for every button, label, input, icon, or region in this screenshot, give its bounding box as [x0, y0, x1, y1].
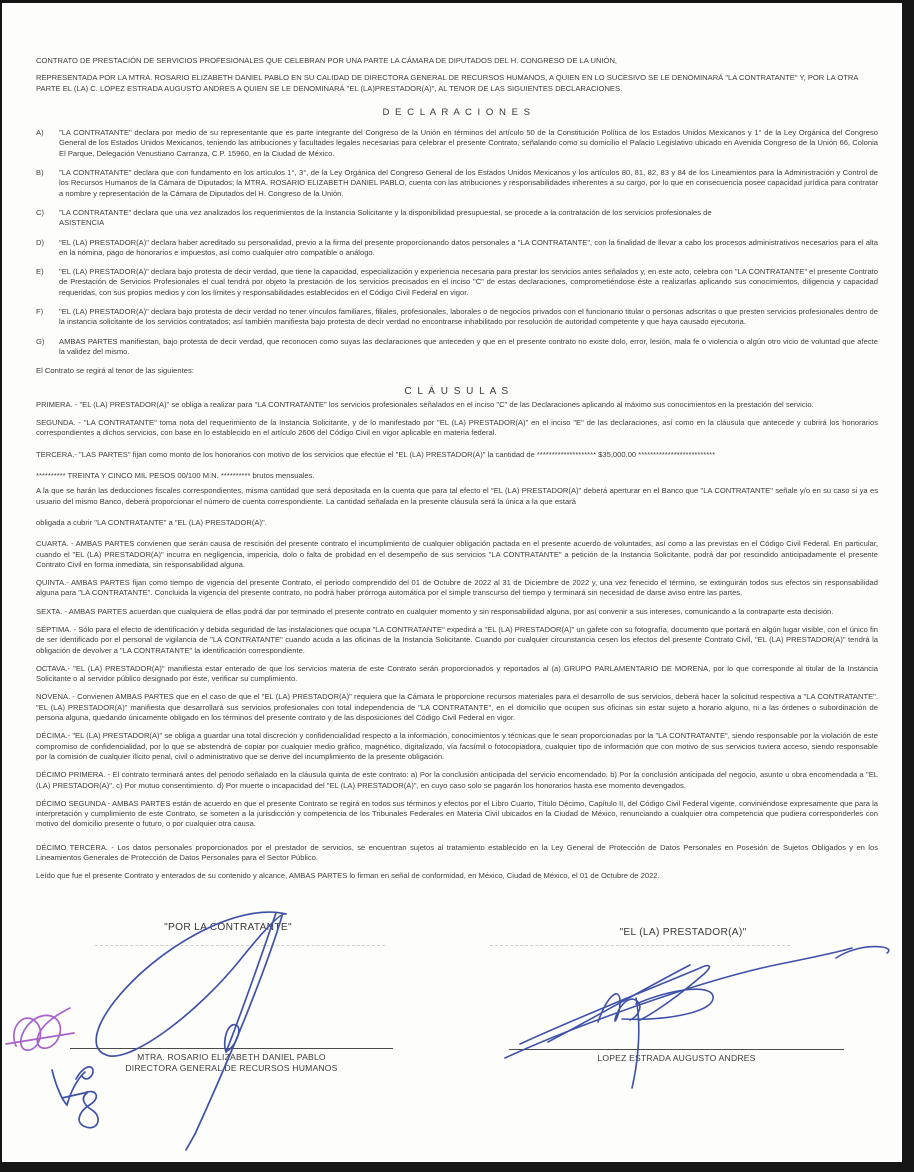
signature-line [70, 1048, 393, 1049]
declaration-text [59, 208, 878, 229]
signature-line [509, 1049, 844, 1050]
clause-quinta: QUINTA.- AMBAS PARTES fijan como tiempo de vigencia del presente Contrato, el periodo comprendido del 01 de Octubre de 2022 al 31 de Diciembre de 2022 y, una vez fenecido el término, se extinguirán todos sus efectos sin responsabilidad alguna para "LA CONTRATANTE". Concluida la vigencia del presente contrato, no podrá haber prórroga automática por el simple transcurso del tiempo y terminará sin necesidad de darse aviso entre las partes. [36, 578, 878, 598]
clause-tercera-deductions: A la que se harán las deducciones fiscales correspondientes, misma cantidad que será depositada en la cuenta que para tal efecto el "EL (LA) PRESTADOR(A)" deberá aperturar en el Banco que "LA CONTRATANTE" señale y/o en su caso si ya es usuario del mismo Banco, deberá proporcionar el número de cuenta correspondiente. La cantidad señalada en la presente cláusula será la única a la que estará [36, 486, 878, 506]
declaration-letter: D) [36, 237, 45, 247]
scan-edge-bottom [0, 1162, 914, 1172]
signatory-name: LOPEZ ESTRADA AUGUSTO ANDRES [597, 1053, 756, 1063]
clause-segunda: SEGUNDA. - "LA CONTRATANTE" toma nota del requerimiento de la Instancia Solicitante, y de lo manifestado por "EL (LA) PRESTADOR(A)" en el inciso "E" de las declaraciones, así como en la cláusula que antecede y cubrirá los honorarios correspondientes a dichos servicios, con base en lo establecido en el artículo 2606 del Código Civil en vigor aplicable en materia federal. [36, 418, 878, 438]
scan-edge-left [0, 0, 2, 1172]
clause-novena: NOVENA. - Convienen AMBAS PARTES que en el caso de que el "EL (LA) PRESTADOR(A)" requiera que la Cámara le proporcione recursos materiales para el desarrollo de sus servicios, deberá hacer la solicitud respectiva a "LA CONTRATANTE". "EL (LA) PRESTADOR(A)" manifiesta que desarrollará sus servicios profesionales con total independencia de "LA CONTRATANTE", en el domicilio que ocupen sus oficinas sin estar sujeto a horario alguno, ni a las órdenes o subordinación de persona alguna, quedando únicamente obligado en los términos del presente contrato y de las disposiciones del Código Civil Federal en vigor. [36, 692, 878, 723]
clausulas-intro: El Contrato se regirá al tenor de las siguientes: [36, 366, 194, 376]
declaration-text: "EL (LA) PRESTADOR(A)" declara bajo protesta de decir verdad, que tiene la capacidad, especialización y experiencia necesaria para prestar los servicios antes señalados y, en este acto, celebra con "LA CONTRATANTE" el presente Contrato de Prestación de Servicios Profesionales el cual tendrá por objeto la prestación de los servicios precisados en el inciso "C" de estas declaraciones, comprometiéndose éste a realizarlas aplicando sus conocimientos, diligencia y capacidad requeridas, con sus propios medios y con los límites y responsabilidades establecidos en el Código Civil Federal en vigor. [59, 267, 878, 297]
declaration-letter: F) [36, 307, 44, 317]
clause-decimo-primera: DÉCIMO PRIMERA. - El contrato terminará antes del periodo señalado en la cláusula quinta de este contrato: a) Por la conclusión anticipada del servicio encomendado. b) Por la conclusión anticipada del negocio, asunto u obra encomendada a "EL (LA) PRESTADOR(A)". c) Por mutuo consentimiento. d) Por muerte o incapacidad del "EL (LA) PRESTADOR(A)", en cuyo caso solo se pagarán los honorarios hasta ese momento devengados. [36, 770, 878, 790]
signature-ink-initials [6, 1008, 74, 1050]
declaration-text-line2: ASISTENCIA [59, 218, 105, 228]
scan-artifact-line [490, 945, 790, 946]
clause-cuarta: CUARTA. - AMBAS PARTES convienen que serán causa de rescisión del presente contrato el incumplimiento de cualquier obligación pactada en el presente acuerdo de voluntades, así como a las previstas en el Código Civil Federal. En particular, cuando el "EL (LA) PRESTADOR(A)" incurra en negligencia, impericia, dolo o falta de probidad en el desempeño de sus servicios "LA CONTRATANTE" a petición de la Instancia Solicitante, podrá dar por rescindido anticipadamente el presente Contrato Civil en forma inmediata, sin responsabilidad alguna. [36, 539, 878, 569]
declaration-text: "LA CONTRATANTE" declara que con fundamento en los artículos 1°, 3°, de la Ley Orgánica del Congreso General de los Estados Unidos Mexicanos y los artículos 80, 81, 82, 83 y 84 de los Lineamientos para la Administración y Control de los Recursos Humanos de la Cámara de Diputados; la MTRA. ROSARIO ELIZABETH DANIEL PABLO, cuenta con las atribuciones y responsabilidades inherentes a su cargo, por lo que en consecuencia posee capacidad jurídica para contratar a nombre y representación de la Cámara de Diputados del H. Congreso de la Unión. [59, 168, 878, 198]
clause-sexta: SEXTA. - AMBAS PARTES acuerdan que cualquiera de ellas podrá dar por terminado el presente contrato en cualquier momento y sin responsabilidad alguna, por así convenir a sus intereses, comunicando a la contraparte esta decisión. [36, 606, 834, 616]
declaration-item-b [36, 168, 878, 199]
declarations-heading: D E C L A R A C I O N E S [382, 106, 532, 118]
declaration-text-line1: "LA CONTRATANTE" declara que una vez analizados los requerimientos de la Instancia Solicitante y la disponibilidad presupuestal, se procede a la contratación de los servicios profesionales de [59, 207, 712, 217]
clause-decima: DÉCIMA.- "EL (LA) PRESTADOR(A)" se obliga a guardar una total discreción y confidencialidad respecto a la información, conocimientos y técnicas que le sean proporcionadas por la "LA CONTRATANTE", siendo responsable por la violación de este compromiso de confidencialidad, por lo que se abstendrá de copiar por cualquier medio gráfico, magnético, digitalizado, vía facsímil o fotocopiadora, cualquier tipo de información que con motivo de sus servicios tuviera acceso, siendo responsable por la comisión de cualquier ilícito penal, civil o administrativo que se derive del incumplimiento de la presente obligación. [36, 731, 878, 761]
clause-primera: PRIMERA. - "EL (LA) PRESTADOR(A)" se obliga a realizar para "LA CONTRATANTE" los servicios profesionales señalados en el inciso "C" de las Declaraciones aplicando al máximo sus conocimientos en la prestación del servicio. [36, 399, 814, 409]
declaration-item-g [36, 337, 878, 358]
signature-label-prestador: "EL (LA) PRESTADOR(A)" [619, 927, 747, 938]
clause-decimo-tercera: DÉCIMO TERCERA. - Los datos personales proporcionados por el prestador de servicios, se encuentran sujetos al tratamiento establecido en la Ley General de Protección de Datos Personales en Posesión de Sujetos Obligados y en los Lineamientos Generales de Protección de Datos Personales para el Sector Público. [36, 842, 878, 863]
signature-ink-right [505, 947, 889, 1088]
clause-tercera: TERCERA.- "LAS PARTES" fijan como monto de los honorarios con motivo de los servicios que efectúe el "EL (LA) PRESTADOR(A)" la cantidad de ******************** $35,000.00 ************************** [36, 449, 716, 459]
declaration-item-c [36, 208, 878, 229]
declaration-item-a [36, 128, 878, 159]
declaration-text: "LA CONTRATANTE" declara por medio de su representante que es parte integrante del Congreso de la Unión en términos del artículo 50 de la Constitución Política de los Estados Unidos Mexicanos y 1° de la Ley Orgánica del Congreso General de los Estados Unidos Mexicanos, teniendo las atribuciones y facultades legales necesarias para celebrar el presente Contrato, señalando como su domicilio el Palacio Legislativo ubicado en Avenida Congreso de la Unión 66, Colonia El Parque, Delegación Venustiano Carranza, C.P. 15960, en la Ciudad de México. [59, 128, 878, 158]
scan-edge-right [902, 0, 914, 1172]
declaration-letter: A) [36, 128, 44, 138]
signatory-name: MTRA. ROSARIO ELIZABETH DANIEL PABLO [137, 1052, 326, 1062]
signatory-title: DIRECTORA GENERAL DE RECURSOS HUMANOS [125, 1063, 338, 1073]
signature-label-contratante: "POR LA CONTRATANTE" [164, 922, 292, 933]
declaration-letter: G) [36, 336, 45, 346]
scan-artifact-line [95, 945, 385, 946]
declaration-text: AMBAS PARTES manifiestan, bajo protesta de decir verdad, que reconocen como suyas las declaraciones que anteceden y que en el presente contrato no existe dolo, error, lesión, mala fe o violencia o algún otro vicio de voluntad que afecte la validez del mismo. [59, 336, 878, 356]
clausulas-heading: C L Á U S U L A S [404, 385, 510, 397]
signature-ink-left [52, 912, 286, 1150]
closing-statement: Leído que fue el presente Contrato y enterados de su contenido y alcance, AMBAS PARTES lo firman en señal de conformidad, en México, Ciudad de México, el 01 de Octubre de 2022. [36, 871, 660, 881]
clause-septima: SÉPTIMA. - Sólo para el efecto de identificación y debida seguridad de las instalaciones que ocupa "LA CONTRATANTE" expedirá a "EL (LA) PRESTADOR(A)" un gafete con su fotografía, documento que portará en algún lugar visible, con el único fin de ser identificado por el personal de vigilancia de "LA CONTRATANTE" cuando acuda a las oficinas de la Instancia Solicitante. Cuando por cualquier circunstancia cesen los efectos del presente Contrato Civil, "EL (LA) PRESTADOR(A)" tendrá la obligación de devolver a "LA CONTRATANTE" la identificación correspondiente. [36, 624, 878, 655]
declaration-item-f [36, 307, 878, 328]
scan-edge-top [0, 0, 914, 3]
declaration-letter: C) [36, 207, 45, 217]
clause-octava: OCTAVA.- "EL (LA) PRESTADOR(A)" manifiesta estar enterado de que los servicios materia de este Contrato serán proporcionados y reportados al (a) GRUPO PARLAMENTARIO DE MORENA, por lo que corresponde al titular de la Instancia Solicitante o al servidor público designado por éste, verificar su cumplimiento. [36, 663, 878, 684]
declaration-item-e [36, 267, 878, 298]
clause-tercera-obligation: obligada a cubrir "LA CONTRATANTE" a "EL (LA) PRESTADOR(A)". [36, 517, 267, 527]
declaration-letter: E) [36, 267, 44, 277]
declaration-item-d [36, 238, 878, 259]
contract-body [36, 56, 878, 890]
contract-parties-paragraph: REPRESENTADA POR LA MTRA. ROSARIO ELIZABETH DANIEL PABLO EN SU CALIDAD DE DIRECTORA GENERAL DE RECURSOS HUMANOS, A QUIEN EN LO SUCESIVO SE LE DENOMINARÁ "LA CONTRATANTE" Y, POR LA OTRA PARTE EL (LA) C. LOPEZ ESTRADA AUGUSTO ANDRES A QUIEN SE LE DENOMINARÁ "EL (LA)PRESTADOR(A)", AL TENOR DE LAS SIGUIENTES DECLARACIONES. [36, 73, 859, 93]
declaration-text: "EL (LA) PRESTADOR(A)" declara bajo protesta de decir verdad no tener vínculos familiares, filiales, profesionales, laborales o de negocios privados con el funcionario titular o personas adscritas o que presten servicios profesionales dentro de la instancia solicitante de los servicios contratados; así también manifiesta bajo protesta de decir verdad no encontrarse inhabilitado por resolución de autoridad competente y que haya causado ejecutoria. [59, 307, 878, 327]
declaration-text: "EL (LA) PRESTADOR(A)" declara haber acreditado su personalidad, previo a la firma del presente proporcionando datos personales a "LA CONTRATANTE", con la finalidad de llevar a cabo los procesos administrativos necesarios para el alta en la nómina, pago de honorarios e impuestos, así como cualquier otro compatible o análogo. [59, 237, 878, 257]
clause-decimo-segunda: DÉCIMO SEGUNDA - AMBAS PARTES están de acuerdo en que el presente Contrato se regirá en todos sus términos y efectos por el Libro Cuarto, Título Décimo, Capítulo II, del Código Civil Federal vigente, conviniéndose expresamente que para la interpretación y cumplimiento de este Contrato, se someten a la jurisdicción y competencia de los Tribunales Federales en Materia Civil ubicados en la Ciudad de México, renunciando a cualquier otra competencia que pudiera corresponderles con motivo del domicilio presente o futuro, o por cualquier otra causa. [36, 798, 878, 829]
contract-title: CONTRATO DE PRESTACIÓN DE SERVICIOS PROFESIONALES QUE CELEBRAN POR UNA PARTE LA CÁMARA DE DIPUTADOS DEL H. CONGRESO DE LA UNIÓN, [36, 56, 618, 65]
clause-tercera-amount-words: ********** TREINTA Y CINCO MIL PESOS 00/100 M.N. ********** brutos mensuales. [36, 471, 315, 481]
signature-block-prestador [509, 1049, 844, 1064]
signature-block-contratante [70, 1048, 393, 1074]
declaration-letter: B) [36, 168, 44, 178]
